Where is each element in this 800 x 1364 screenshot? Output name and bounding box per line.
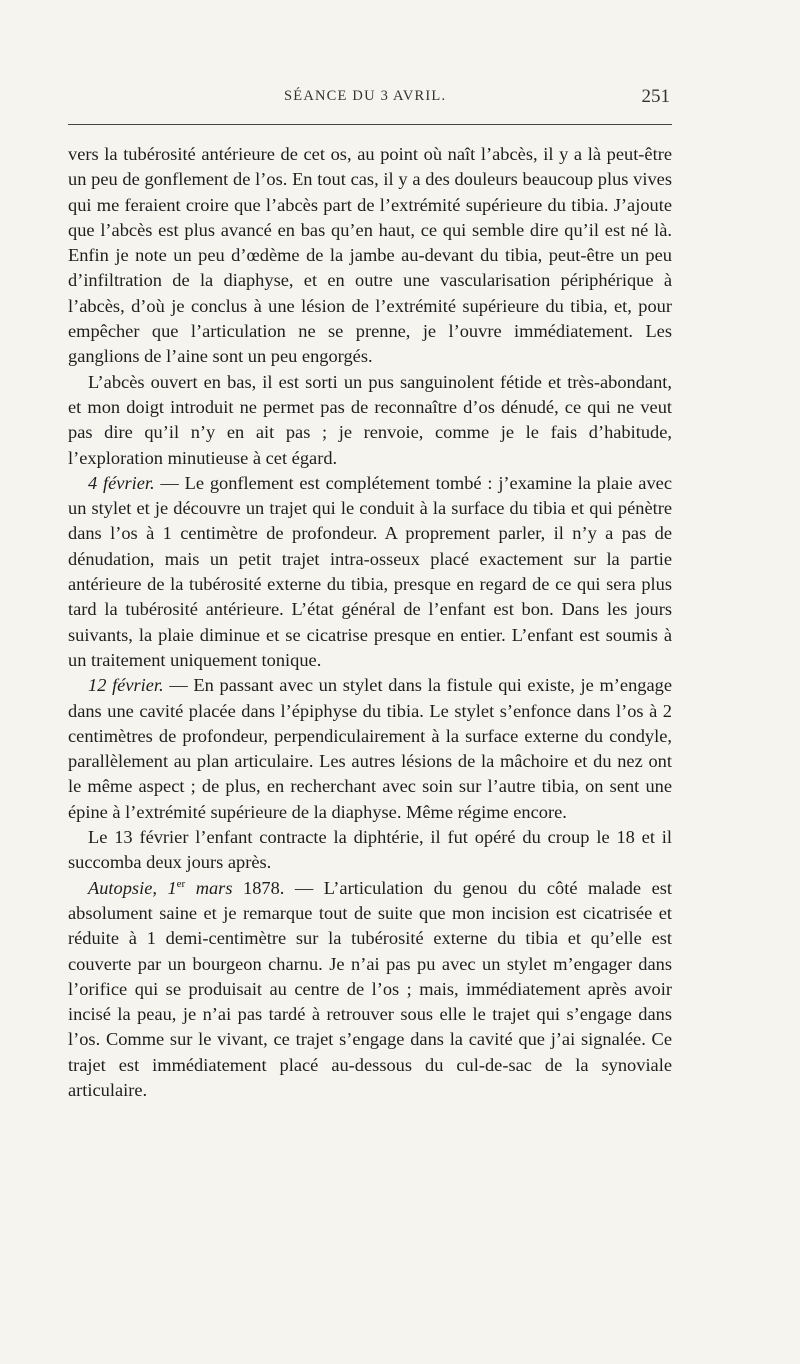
paragraph-autopsie <box>68 876 672 1104</box>
body-text <box>68 142 672 1103</box>
paragraph-continuation <box>68 142 672 370</box>
paragraph-text: Le 13 février l’enfant contracte la diphtérie, il fut opéré du croup le 18 et il succomba deux jours après. <box>68 827 672 873</box>
autopsie-lead: Autopsie, 1 <box>88 877 177 898</box>
paragraph-abscess-opened <box>68 370 672 471</box>
paragraph-4-fevrier <box>68 471 672 673</box>
book-page <box>68 0 672 1364</box>
date-lead: 12 février. <box>88 675 164 696</box>
paragraph-13-fevrier <box>68 825 672 876</box>
paragraph-text: — Le gonflement est complétement tombé : j’examine la plaie avec un stylet et je découvre un trajet qui le conduit à la surface du tibia et qui pénètre dans l’os à 1 centimètre de profondeur. A proprement parler, il n’y a pas de dénudation, mais un petit trajet intra-osseux placé exactement sur la partie antérieure de la tubérosité externe du tibia, presque en regard de ce qui sera plus tard la tubérosité antérieure. L’état général de l’enfant est bon. Dans les jours suivants, la plaie diminue et se cicatrise presque en entier. L’enfant est soumis à un traitement uniquement tonique. <box>68 472 672 670</box>
ordinal-superscript: er <box>176 877 186 890</box>
running-head <box>68 84 672 114</box>
paragraph-text: 1878. — L’articulation du genou du côté malade est absolument saine et je remarque tout de suite que mon incision est cicatrisée et réduite à 1 demi-centimètre sur la tubérosité externe du tibia et qu’elle est couverte par un bourgeon charnu. Je n’ai pas pu avec un stylet m’engager dans l’orifice qui se produisait au centre de l’os ; mais, immédiatement après avoir incisé la peau, je n’ai pas tardé à retrouver sous elle le trajet qui s’engage dans l’os. Comme sur le vivant, ce trajet s’engage dans la cavité que j’ai signalée. Ce trajet est immédiatement placé au-dessous du cul-de-sac de la synoviale articulaire. <box>68 877 673 1100</box>
paragraph-text: vers la tubérosité antérieure de cet os, au point où naît l’abcès, il y a là peut-être un peu de gonflement de l’os. En tout cas, il y a des douleurs beaucoup plus vives qui me feraient croire que l’abcès part de l’extrémité supérieure du tibia. J’ajoute que l’abcès est plus avancé en bas qu’en haut, ce qui semble dire qu’il est né là. Enfin je note un peu d’œdème de la jambe au-devant du tibia, peut-être un peu d’infiltration de la diaphyse, et en outre une vascularisation périphérique à l’abcès, d’où je conclus à une lésion de l’extrémité supérieure du tibia, et, pour empêcher que l’articulation ne se prenne, je l’ouvre immédiatement. Les ganglions de l’aine sont un peu engorgés. <box>68 144 672 367</box>
paragraph-12-fevrier <box>68 673 672 825</box>
date-lead: 4 février. <box>88 472 155 493</box>
page-number: 251 <box>641 86 670 107</box>
month-lead: mars <box>185 877 233 898</box>
paragraph-text: L’abcès ouvert en bas, il est sorti un pus sanguinolent fétide et très-abondant, et mon doigt introduit ne permet pas de reconnaître d’os dénudé, ce qui ne veut pas dire qu’il n’y en ait pas ; je renvoie, comme je le fais d’habitude, l’exploration minutieuse à cet égard. <box>68 371 672 468</box>
paragraph-text: — En passant avec un stylet dans la fistule qui existe, je m’engage dans une cavité placée dans l’épiphyse du tibia. Le stylet s’enfonce dans l’os à 2 centimètres de profondeur, perpendiculairement à la surface externe du condyle, parallèlement au plan articulaire. Les autres lésions de la mâchoire et du nez ont le même aspect ; de plus, en recherchant avec soin sur l’autre tibia, on sent une épine à l’extrémité supérieure de la diaphyse. Même régime encore. <box>68 675 672 822</box>
header-rule <box>68 124 672 125</box>
running-title: SÉANCE DU 3 AVRIL. <box>284 88 447 104</box>
